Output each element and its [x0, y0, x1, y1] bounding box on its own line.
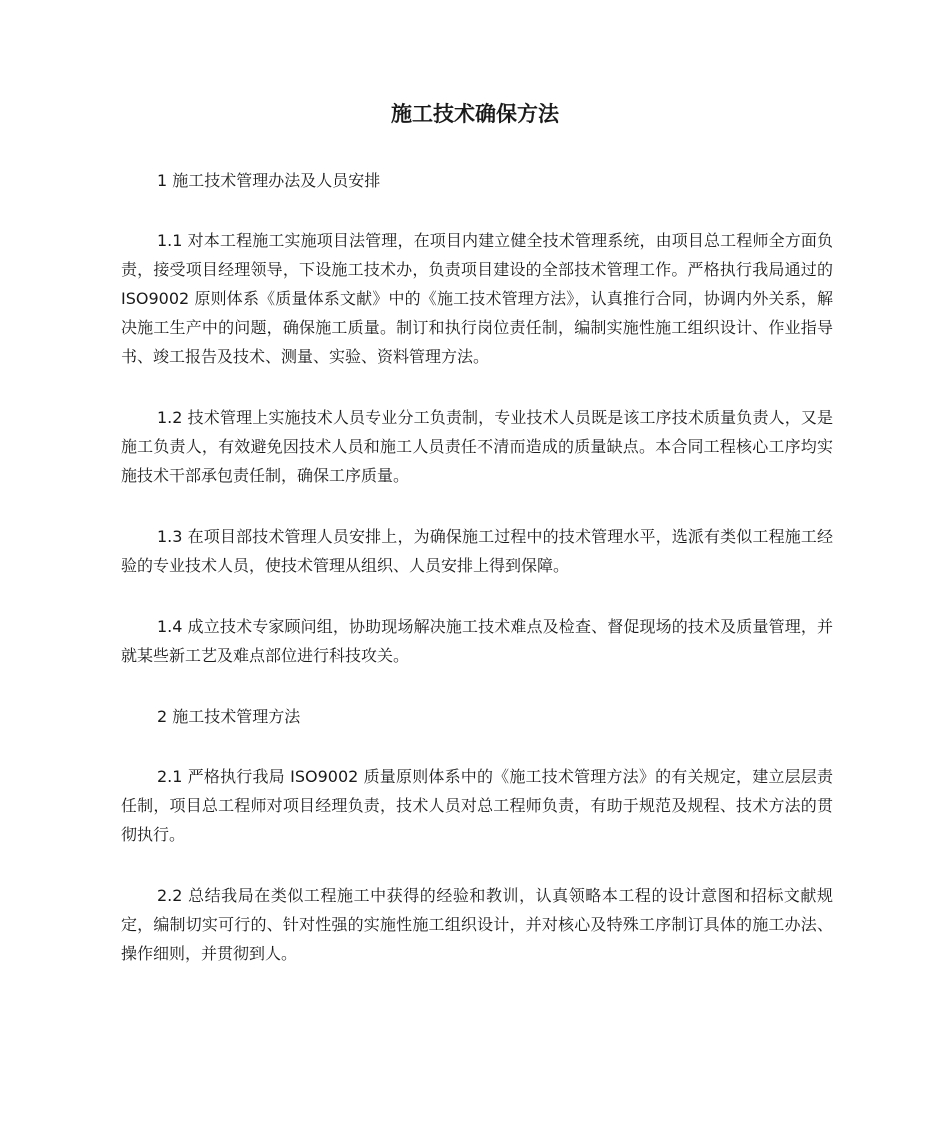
paragraph-1-3: 1.3 在项目部技术管理人员安排上，为确保施工过程中的技术管理水平，选派有类似工程施工经验的专业技术人员，使技术管理从组织、人员安排上得到保障。 — [121, 527, 833, 575]
paragraph-1-1: 1.1 对本工程施工实施项目法管理，在项目内建立健全技术管理系统，由项目总工程师全方面负责，接受项目经理领导，下设施工技术办，负责项目建设的全部技术管理工作。严格执行我局通过的 ISO9002 原则体系《质量体系文献》中的《施工技术管理方法》，认真推行合同，协调内外关系，解决施工生产中的问题，确保施工质量。制订和执行岗位责任制，编制实施性施工组织设计、作业指导书、竣工报告及技术、测量、实验、资料管理方法。 — [121, 231, 833, 366]
section-heading-2: 2 施工技术管理方法 — [157, 707, 301, 726]
paragraph-1-2: 1.2 技术管理上实施技术人员专业分工负责制，专业技术人员既是该工序技术质量负责人，又是施工负责人，有效避免因技术人员和施工人员责任不清而造成的质量缺点。本合同工程核心工序均实施技术干部承包责任制，确保工序质量。 — [121, 408, 833, 485]
paragraph-2-2: 2.2 总结我局在类似工程施工中获得的经验和教训，认真领略本工程的设计意图和招标文献规定，编制切实可行的、针对性强的实施性施工组织设计，并对核心及特殊工序制订具体的施工办法、操作细则，并贯彻到人。 — [121, 886, 833, 963]
paragraph-1-4: 1.4 成立技术专家顾问组，协助现场解决施工技术难点及检查、督促现场的技术及质量管理，并就某些新工艺及难点部位进行科技攻关。 — [121, 617, 833, 665]
paragraph-2-1: 2.1 严格执行我局 ISO9002 质量原则体系中的《施工技术管理方法》的有关规定，建立层层责任制，项目总工程师对项目经理负责，技术人员对总工程师负责，有助于规范及规程、技术方法的贯彻执行。 — [121, 767, 833, 844]
document-title: 施工技术确保方法 — [391, 102, 559, 126]
section-heading-1: 1 施工技术管理办法及人员安排 — [157, 171, 381, 190]
document-body — [121, 166, 833, 1000]
